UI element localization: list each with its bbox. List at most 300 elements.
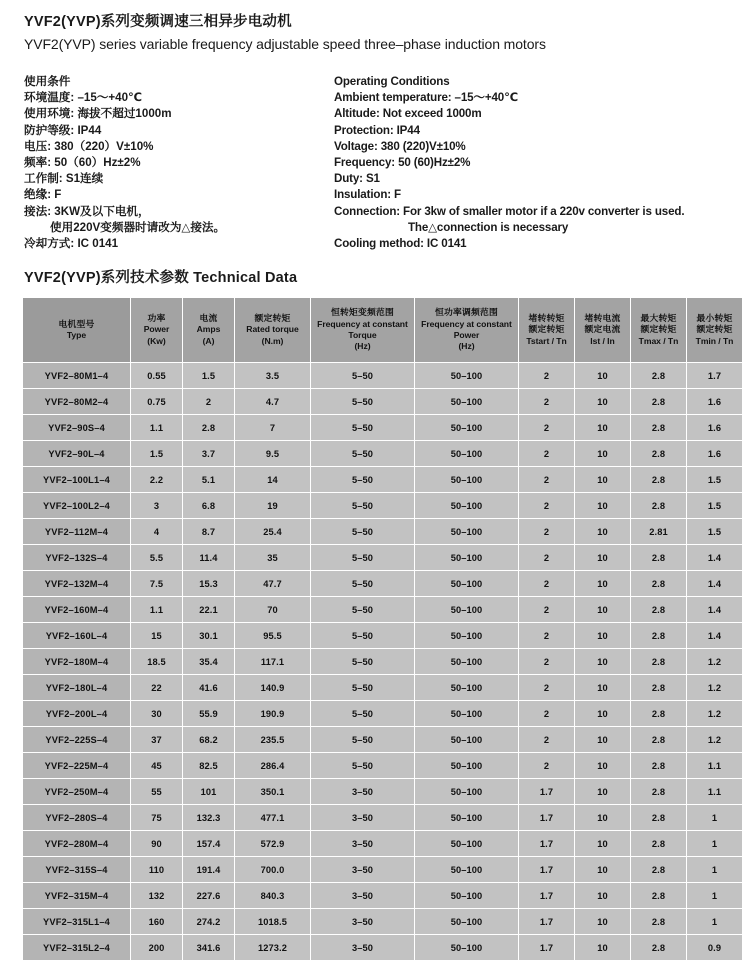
table-cell: 1.5	[687, 467, 743, 493]
table-cell: 47.7	[235, 571, 311, 597]
technical-data-table-wrap	[22, 297, 734, 961]
table-cell: 1.4	[687, 545, 743, 571]
table-cell: 2.8	[631, 701, 687, 727]
condition-cn-line: 工作制: S1连续	[24, 172, 104, 186]
table-cell: 50–100	[415, 623, 519, 649]
condition-cn-line: 冷却方式: IC 0141	[24, 237, 119, 251]
column-header	[235, 298, 311, 363]
motor-type-cell: YVF2–80M1–4	[23, 363, 131, 389]
table-cell: 10	[575, 935, 631, 961]
table-cell: 10	[575, 545, 631, 571]
table-row	[23, 519, 743, 545]
column-header	[311, 298, 415, 363]
table-cell: 1.7	[519, 831, 575, 857]
table-cell: 1	[687, 805, 743, 831]
table-cell: 50–100	[415, 415, 519, 441]
table-cell: 2	[519, 701, 575, 727]
condition-cn-line: 电压: 380（220）V±10%	[24, 139, 154, 153]
table-row	[23, 571, 743, 597]
table-cell: 2.8	[631, 623, 687, 649]
table-row	[23, 623, 743, 649]
condition-en-line: Connection: For 3kw of smaller motor if a 220v converter is used.	[334, 204, 685, 218]
table-cell: 5–50	[311, 519, 415, 545]
column-header-unit: (N.m)	[261, 335, 284, 346]
table-cell: 75	[131, 805, 183, 831]
table-row	[23, 441, 743, 467]
table-cell: 50–100	[415, 779, 519, 805]
table-cell: 274.2	[183, 909, 235, 935]
table-cell: 2	[519, 675, 575, 701]
table-cell: 1.5	[183, 363, 235, 389]
table-cell: 0.75	[131, 389, 183, 415]
table-cell: 2	[519, 415, 575, 441]
table-cell: 5–50	[311, 389, 415, 415]
table-cell: 68.2	[183, 727, 235, 753]
condition-en-line: Ambient temperature: –15～+40℃	[334, 91, 518, 105]
table-row	[23, 831, 743, 857]
condition-cn-line: 绝缘: F	[24, 188, 62, 202]
condition-en-line: The△connection is necessary	[408, 220, 569, 234]
column-header-unit: (A)	[202, 335, 215, 346]
table-cell: 2.8	[631, 753, 687, 779]
table-cell: 2.8	[631, 727, 687, 753]
table-cell: 10	[575, 883, 631, 909]
table-cell: 110	[131, 857, 183, 883]
table-cell: 2.8	[631, 597, 687, 623]
condition-cn-line: 频率: 50（60）Hz±2%	[24, 156, 141, 170]
table-cell: 2	[183, 389, 235, 415]
condition-en-line: Duty: S1	[334, 172, 380, 186]
table-cell: 50–100	[415, 805, 519, 831]
table-cell: 70	[235, 597, 311, 623]
table-cell: 7	[235, 415, 311, 441]
table-cell: 1.2	[687, 727, 743, 753]
table-cell: 10	[575, 701, 631, 727]
motor-type-cell: YVF2–160L–4	[23, 623, 131, 649]
column-header	[687, 298, 743, 363]
table-cell: 4	[131, 519, 183, 545]
table-cell: 10	[575, 649, 631, 675]
column-header-cn-2: 额定电流	[584, 324, 621, 335]
column-header-cn: 最小转矩	[696, 312, 733, 323]
motor-type-cell: YVF2–315M–4	[23, 883, 131, 909]
table-cell: 2.8	[631, 883, 687, 909]
table-cell: 1.6	[687, 441, 743, 467]
table-cell: 2.8	[631, 909, 687, 935]
table-cell: 1.5	[687, 519, 743, 545]
table-cell: 1.6	[687, 389, 743, 415]
motor-type-cell: YVF2–132M–4	[23, 571, 131, 597]
technical-data-table	[22, 297, 743, 961]
motor-type-cell: YVF2–180L–4	[23, 675, 131, 701]
table-cell: 50–100	[415, 675, 519, 701]
table-cell: 50–100	[415, 883, 519, 909]
table-cell: 2.8	[631, 675, 687, 701]
table-row	[23, 467, 743, 493]
table-cell: 200	[131, 935, 183, 961]
condition-en-line: Operating Conditions	[334, 75, 450, 88]
table-cell: 14	[235, 467, 311, 493]
table-row	[23, 701, 743, 727]
table-cell: 477.1	[235, 805, 311, 831]
table-row	[23, 779, 743, 805]
table-cell: 2.8	[631, 935, 687, 961]
table-cell: 2.8	[631, 571, 687, 597]
table-cell: 1.2	[687, 649, 743, 675]
motor-type-cell: YVF2–90S–4	[23, 415, 131, 441]
table-cell: 1.1	[131, 597, 183, 623]
table-cell: 2	[519, 389, 575, 415]
column-header-en: Rated torque	[246, 324, 299, 335]
motor-type-cell: YVF2–90L–4	[23, 441, 131, 467]
table-cell: 2.8	[631, 493, 687, 519]
table-row	[23, 389, 743, 415]
column-header-cn: 堵转电流	[584, 312, 621, 323]
table-cell: 0.55	[131, 363, 183, 389]
table-cell: 22.1	[183, 597, 235, 623]
table-cell: 1.4	[687, 571, 743, 597]
table-cell: 50–100	[415, 545, 519, 571]
table-cell: 235.5	[235, 727, 311, 753]
column-header-cn: 电流	[199, 312, 218, 323]
table-cell: 11.4	[183, 545, 235, 571]
table-cell: 2.8	[631, 389, 687, 415]
table-cell: 50–100	[415, 467, 519, 493]
table-cell: 10	[575, 571, 631, 597]
table-cell: 10	[575, 857, 631, 883]
table-cell: 2	[519, 571, 575, 597]
table-cell: 45	[131, 753, 183, 779]
table-cell: 5–50	[311, 753, 415, 779]
table-cell: 2	[519, 623, 575, 649]
table-cell: 1018.5	[235, 909, 311, 935]
motor-type-cell: YVF2–315S–4	[23, 857, 131, 883]
column-header-cn-2: 额定转矩	[696, 324, 733, 335]
table-cell: 35	[235, 545, 311, 571]
table-row	[23, 363, 743, 389]
table-cell: 132	[131, 883, 183, 909]
table-cell: 10	[575, 753, 631, 779]
motor-type-cell: YVF2–315L2–4	[23, 935, 131, 961]
table-cell: 22	[131, 675, 183, 701]
table-row	[23, 857, 743, 883]
table-cell: 3.7	[183, 441, 235, 467]
technical-data-heading: YVF2(YVP)系列技术参数 Technical Data	[24, 270, 298, 286]
table-body	[23, 363, 743, 961]
table-cell: 4.7	[235, 389, 311, 415]
table-cell: 140.9	[235, 675, 311, 701]
table-cell: 50–100	[415, 571, 519, 597]
table-cell: 10	[575, 597, 631, 623]
table-cell: 2.8	[631, 545, 687, 571]
table-cell: 50–100	[415, 649, 519, 675]
motor-type-cell: YVF2–280M–4	[23, 831, 131, 857]
table-cell: 1273.2	[235, 935, 311, 961]
table-cell: 1.7	[519, 779, 575, 805]
table-cell: 286.4	[235, 753, 311, 779]
table-cell: 8.7	[183, 519, 235, 545]
table-cell: 50–100	[415, 701, 519, 727]
motor-type-cell: YVF2–250M–4	[23, 779, 131, 805]
table-cell: 50–100	[415, 519, 519, 545]
motor-type-cell: YVF2–280S–4	[23, 805, 131, 831]
table-cell: 50–100	[415, 909, 519, 935]
table-cell: 2.8	[631, 649, 687, 675]
table-cell: 3–50	[311, 857, 415, 883]
table-cell: 10	[575, 779, 631, 805]
table-cell: 3	[131, 493, 183, 519]
table-cell: 7.5	[131, 571, 183, 597]
condition-cn-line: 环境温度: –15～+40℃	[24, 91, 143, 105]
column-header-cn: 电机型号	[58, 318, 95, 329]
table-cell: 6.8	[183, 493, 235, 519]
table-cell: 10	[575, 441, 631, 467]
table-cell: 10	[575, 831, 631, 857]
table-cell: 2.8	[631, 831, 687, 857]
table-cell: 3–50	[311, 779, 415, 805]
table-cell: 117.1	[235, 649, 311, 675]
column-header	[519, 298, 575, 363]
motor-type-cell: YVF2–100L2–4	[23, 493, 131, 519]
table-cell: 50–100	[415, 493, 519, 519]
table-cell: 572.9	[235, 831, 311, 857]
table-cell: 101	[183, 779, 235, 805]
table-cell: 227.6	[183, 883, 235, 909]
column-header	[131, 298, 183, 363]
table-cell: 25.4	[235, 519, 311, 545]
table-cell: 37	[131, 727, 183, 753]
table-cell: 1.7	[519, 935, 575, 961]
table-cell: 2	[519, 363, 575, 389]
table-cell: 191.4	[183, 857, 235, 883]
table-cell: 190.9	[235, 701, 311, 727]
table-cell: 3–50	[311, 909, 415, 935]
table-cell: 840.3	[235, 883, 311, 909]
motor-type-cell: YVF2–160M–4	[23, 597, 131, 623]
table-cell: 50–100	[415, 727, 519, 753]
table-cell: 1.7	[687, 363, 743, 389]
condition-en-line: Protection: IP44	[334, 123, 420, 137]
table-cell: 1	[687, 909, 743, 935]
table-header-row	[23, 298, 743, 363]
table-cell: 10	[575, 805, 631, 831]
table-cell: 1.2	[687, 675, 743, 701]
table-cell: 50–100	[415, 389, 519, 415]
table-row	[23, 545, 743, 571]
table-cell: 5–50	[311, 441, 415, 467]
column-header-en: Ist / In	[590, 335, 615, 346]
table-cell: 2.8	[631, 857, 687, 883]
table-cell: 2	[519, 441, 575, 467]
condition-en-line: Frequency: 50 (60)Hz±2%	[334, 156, 471, 170]
table-cell: 10	[575, 909, 631, 935]
table-row	[23, 493, 743, 519]
table-cell: 55.9	[183, 701, 235, 727]
table-row	[23, 909, 743, 935]
table-cell: 55	[131, 779, 183, 805]
table-cell: 5–50	[311, 363, 415, 389]
table-cell: 5–50	[311, 467, 415, 493]
table-cell: 10	[575, 389, 631, 415]
table-cell: 1.7	[519, 909, 575, 935]
table-cell: 10	[575, 727, 631, 753]
table-cell: 50–100	[415, 831, 519, 857]
table-cell: 1.5	[687, 493, 743, 519]
conditions-chinese-column	[24, 74, 314, 252]
page-title-english: YVF2(YVP) series variable frequency adjustable speed three–phase induction motors	[24, 36, 546, 52]
column-header-cn: 恒转矩变频范围	[331, 307, 394, 318]
column-header	[575, 298, 631, 363]
page-title-chinese: YVF2(YVP)系列变频调速三相异步电动机	[24, 14, 292, 30]
table-cell: 157.4	[183, 831, 235, 857]
condition-cn-line: 使用环境: 海拔不超过1000m	[24, 107, 172, 121]
column-header	[23, 298, 131, 363]
column-header-cn: 最大转矩	[640, 312, 677, 323]
table-cell: 2.2	[131, 467, 183, 493]
table-row	[23, 935, 743, 961]
motor-type-cell: YVF2–80M2–4	[23, 389, 131, 415]
table-cell: 1.5	[131, 441, 183, 467]
table-row	[23, 597, 743, 623]
column-header-en: Tmin / Tn	[695, 335, 734, 346]
table-cell: 1	[687, 857, 743, 883]
column-header-cn: 功率	[147, 312, 166, 323]
table-cell: 50–100	[415, 753, 519, 779]
table-cell: 2	[519, 467, 575, 493]
table-cell: 41.6	[183, 675, 235, 701]
table-cell: 50–100	[415, 935, 519, 961]
condition-cn-line: 防护等级: IP44	[24, 123, 102, 137]
table-cell: 5–50	[311, 649, 415, 675]
motor-type-cell: YVF2–112M–4	[23, 519, 131, 545]
table-cell: 2.8	[183, 415, 235, 441]
table-cell: 5.1	[183, 467, 235, 493]
motor-type-cell: YVF2–225M–4	[23, 753, 131, 779]
table-cell: 5–50	[311, 701, 415, 727]
table-cell: 2	[519, 597, 575, 623]
table-cell: 19	[235, 493, 311, 519]
column-header-en: Frequency at constant Torque	[317, 318, 408, 340]
condition-cn-line: 使用条件	[24, 75, 71, 88]
table-cell: 2.8	[631, 363, 687, 389]
table-cell: 700.0	[235, 857, 311, 883]
table-cell: 5–50	[311, 727, 415, 753]
table-cell: 10	[575, 623, 631, 649]
conditions-english-column	[334, 74, 694, 252]
column-header-en: Tstart / Tn	[526, 335, 567, 346]
table-cell: 82.5	[183, 753, 235, 779]
condition-en-line: Cooling method: IC 0141	[334, 237, 467, 251]
condition-en-line: Voltage: 380 (220)V±10%	[334, 139, 466, 153]
table-cell: 1.7	[519, 857, 575, 883]
table-cell: 15.3	[183, 571, 235, 597]
condition-en-line: Altitude: Not exceed 1000m	[334, 107, 482, 121]
motor-type-cell: YVF2–132S–4	[23, 545, 131, 571]
table-cell: 2.8	[631, 779, 687, 805]
table-row	[23, 727, 743, 753]
column-header	[415, 298, 519, 363]
table-cell: 2.81	[631, 519, 687, 545]
table-cell: 30	[131, 701, 183, 727]
table-cell: 341.6	[183, 935, 235, 961]
condition-en-line: Insulation: F	[334, 188, 401, 202]
table-cell: 10	[575, 415, 631, 441]
table-cell: 3–50	[311, 831, 415, 857]
table-row	[23, 649, 743, 675]
table-cell: 10	[575, 363, 631, 389]
table-cell: 5–50	[311, 571, 415, 597]
motor-type-cell: YVF2–100L1–4	[23, 467, 131, 493]
table-cell: 2.8	[631, 805, 687, 831]
table-cell: 15	[131, 623, 183, 649]
table-cell: 350.1	[235, 779, 311, 805]
table-row	[23, 753, 743, 779]
table-cell: 2	[519, 493, 575, 519]
table-cell: 1.7	[519, 805, 575, 831]
table-cell: 5–50	[311, 493, 415, 519]
column-header-en: Frequency at constant Power	[421, 318, 512, 340]
table-cell: 10	[575, 675, 631, 701]
table-cell: 2	[519, 545, 575, 571]
table-cell: 1.2	[687, 701, 743, 727]
table-cell: 2	[519, 649, 575, 675]
table-cell: 18.5	[131, 649, 183, 675]
column-header-en: Power	[143, 324, 170, 335]
table-cell: 2.8	[631, 467, 687, 493]
table-header	[23, 298, 743, 363]
table-cell: 2	[519, 727, 575, 753]
column-header-unit: (Kw)	[147, 335, 166, 346]
column-header-en: Tmax / Tn	[638, 335, 679, 346]
column-header	[183, 298, 235, 363]
table-cell: 1	[687, 883, 743, 909]
table-cell: 2.8	[631, 415, 687, 441]
column-header-cn: 堵转转矩	[528, 312, 565, 323]
column-header	[631, 298, 687, 363]
table-cell: 1.1	[131, 415, 183, 441]
table-cell: 3–50	[311, 883, 415, 909]
motor-type-cell: YVF2–315L1–4	[23, 909, 131, 935]
table-row	[23, 805, 743, 831]
table-cell: 1.4	[687, 623, 743, 649]
motor-type-cell: YVF2–180M–4	[23, 649, 131, 675]
column-header-cn: 恒功率调频范围	[435, 307, 498, 318]
page-title	[24, 12, 664, 54]
table-row	[23, 415, 743, 441]
table-cell: 5.5	[131, 545, 183, 571]
column-header-en: Amps	[196, 324, 221, 335]
column-header-cn-2: 额定转矩	[528, 324, 565, 335]
table-cell: 5–50	[311, 597, 415, 623]
table-cell: 0.9	[687, 935, 743, 961]
table-cell: 1.1	[687, 779, 743, 805]
table-cell: 1.6	[687, 415, 743, 441]
table-cell: 2	[519, 519, 575, 545]
table-row	[23, 883, 743, 909]
condition-cn-line: 接法: 3KW及以下电机，	[24, 204, 150, 218]
table-cell: 3.5	[235, 363, 311, 389]
table-cell: 35.4	[183, 649, 235, 675]
table-cell: 90	[131, 831, 183, 857]
table-cell: 9.5	[235, 441, 311, 467]
column-header-unit: (Hz)	[354, 341, 371, 352]
table-cell: 1.7	[519, 883, 575, 909]
table-cell: 10	[575, 467, 631, 493]
table-cell: 5–50	[311, 675, 415, 701]
column-header-cn-2: 额定转矩	[640, 324, 677, 335]
table-row	[23, 675, 743, 701]
table-cell: 1.4	[687, 597, 743, 623]
